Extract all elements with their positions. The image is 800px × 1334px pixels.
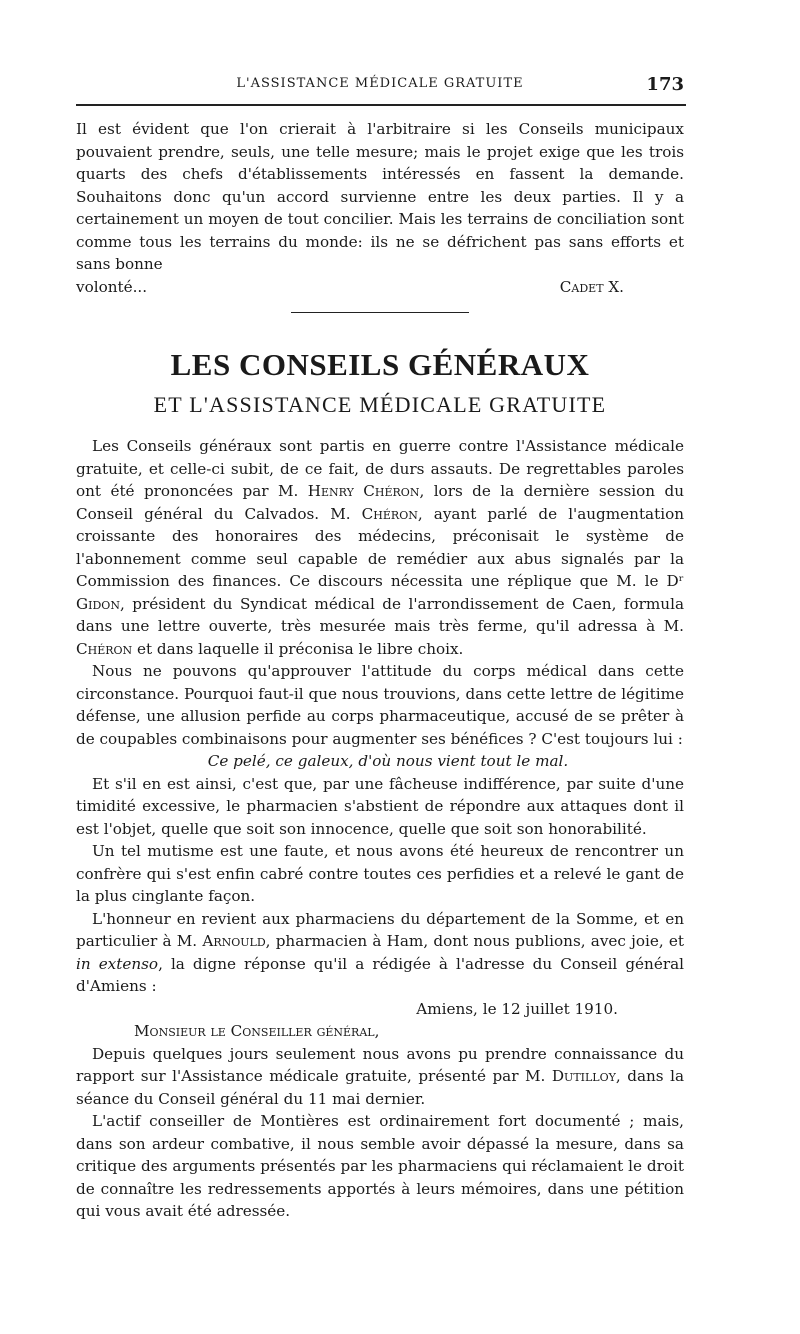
running-title: L'ASSISTANCE MÉDICALE GRATUITE <box>236 76 524 91</box>
letter-dateline: Amiens, le 12 juillet 1910. <box>416 999 618 1018</box>
section-divider <box>291 312 469 313</box>
p6-text-a: Depuis quelques jours seulement nous avons pu prendre connaissance du rapport sur l'Assistance médicale gratuite, présenté par M. <box>76 1044 684 1085</box>
p6-text-b: , dans la séance du Conseil général du 11 mai dernier. <box>76 1067 684 1108</box>
header-rule <box>76 104 686 106</box>
p1-text-e: et dans laquelle il préconisa le libre choix. <box>132 639 464 658</box>
person-name: Chéron <box>76 639 133 658</box>
previous-article-paragraph: Il est évident que l'on crierait à l'arbitraire si les Conseils municipaux pouvaient prendre, seuls, une telle mesure; mais le projet exige que les trois quarts des chefs d'établissements intéressés en fassent la demande. Souhaitons donc qu'un accord survienne entre les deux parties. Il y a certainement un moyen de tout concilier. Mais les terrains de conciliation sont comme tous les terrains du monde: ils ne se défrichent pas sans efforts et sans bonne <box>76 120 684 273</box>
paragraph-4: Un tel mutisme est une faute, et nous avons été heureux de rencontrer un confrère qui s'est enfin cabré contre toutes ces perfidies et a relevé le gant de la plus cinglante façon. <box>76 842 684 905</box>
paragraph-3: Et s'il en est ainsi, c'est que, par une fâcheuse indifférence, par suite d'une timidité excessive, le pharmacien s'abstient de répondre aux attaques dont il est l'objet, quelle que soit son innocence, quelle que soit son honorabilité. <box>76 774 684 838</box>
quotation: Ce pelé, ce galeux, d'où nous vient tout le mal. <box>207 752 569 770</box>
person-name: Henry Chéron <box>307 482 420 500</box>
p5-text-c: , la digne réponse qu'il a rédigée à l'adresse du Conseil général d'Amiens : <box>76 954 684 995</box>
italic-phrase: in extenso <box>76 954 159 973</box>
p5-text-a: L'honneur en revient aux pharmaciens du département de la Somme, et en particulier à M. <box>76 909 684 950</box>
p5-text-b: , pharmacien à Ham, dont nous publions, avec joie, et <box>265 932 684 950</box>
person-name: Dutilloy <box>551 1067 616 1085</box>
paragraph-6 <box>76 1043 684 1111</box>
p1-text-d: , président du Syndicat médical de l'arrondissement de Caen, formula dans une lettre ouverte, très mesurée mais très ferme, qu'il adressa à M. <box>76 594 684 635</box>
article-body <box>76 435 684 1223</box>
person-name: Arnould <box>202 932 266 950</box>
paragraph-5 <box>76 908 684 998</box>
p1-text-b: , lors de la dernière session du Conseil général du Calvados. M. <box>76 482 684 523</box>
person-name: Chéron <box>361 504 418 523</box>
page-number: 173 <box>646 74 684 95</box>
paragraph-2: Nous ne pouvons qu'approuver l'attitude du corps médical dans cette circonstance. Pourquoi faut-il que nous trouvions, dans cette lettre de légitime défense, une allusion perfide au corps pharmaceutique, accusé de se prêter à de coupables combinaisons pour augmenter ses bénéfices ? C'est toujours lui : <box>76 662 684 748</box>
article-subtitle: ET L'ASSISTANCE MÉDICALE GRATUITE <box>153 392 607 417</box>
person-name: Gidon <box>76 594 120 613</box>
paragraph-7: L'actif conseiller de Montières est ordinairement fort documenté ; mais, dans son ardeur combative, il nous semble avoir dépassé la mesure, dans sa critique des arguments présentés par les pharmaciens qui réclamaient le droit de connaître les redressements apportés à leurs mémoires, dans une pétition qui vous avait été adressée. <box>76 1112 684 1220</box>
p1-text-a: Les Conseils généraux sont partis en guerre contre l'Assistance médicale gratuite, et celle-ci subit, de ce fait, de durs assauts. De regrettables paroles ont été prononcées par M. <box>76 437 684 500</box>
author-signature: Cadet X. <box>559 277 624 296</box>
page-body <box>76 118 684 1223</box>
p1-text-c: , ayant parlé de l'augmentation croissante des honoraires des médecins, préconisait le système de l'abonnement comme seul capable de remédier aux abus signalés par la Commission des finances. Ce discours nécessita une réplique que M. le Dʳ <box>76 504 684 590</box>
letter-salutation: Monsieur le Conseiller général, <box>134 1022 380 1040</box>
paragraph-1 <box>76 435 684 660</box>
previous-article-closing <box>76 276 684 299</box>
previous-article-last-line: volonté... <box>76 277 148 296</box>
article-title: LES CONSEILS GÉNÉRAUX <box>170 347 590 382</box>
page-header <box>76 74 684 98</box>
